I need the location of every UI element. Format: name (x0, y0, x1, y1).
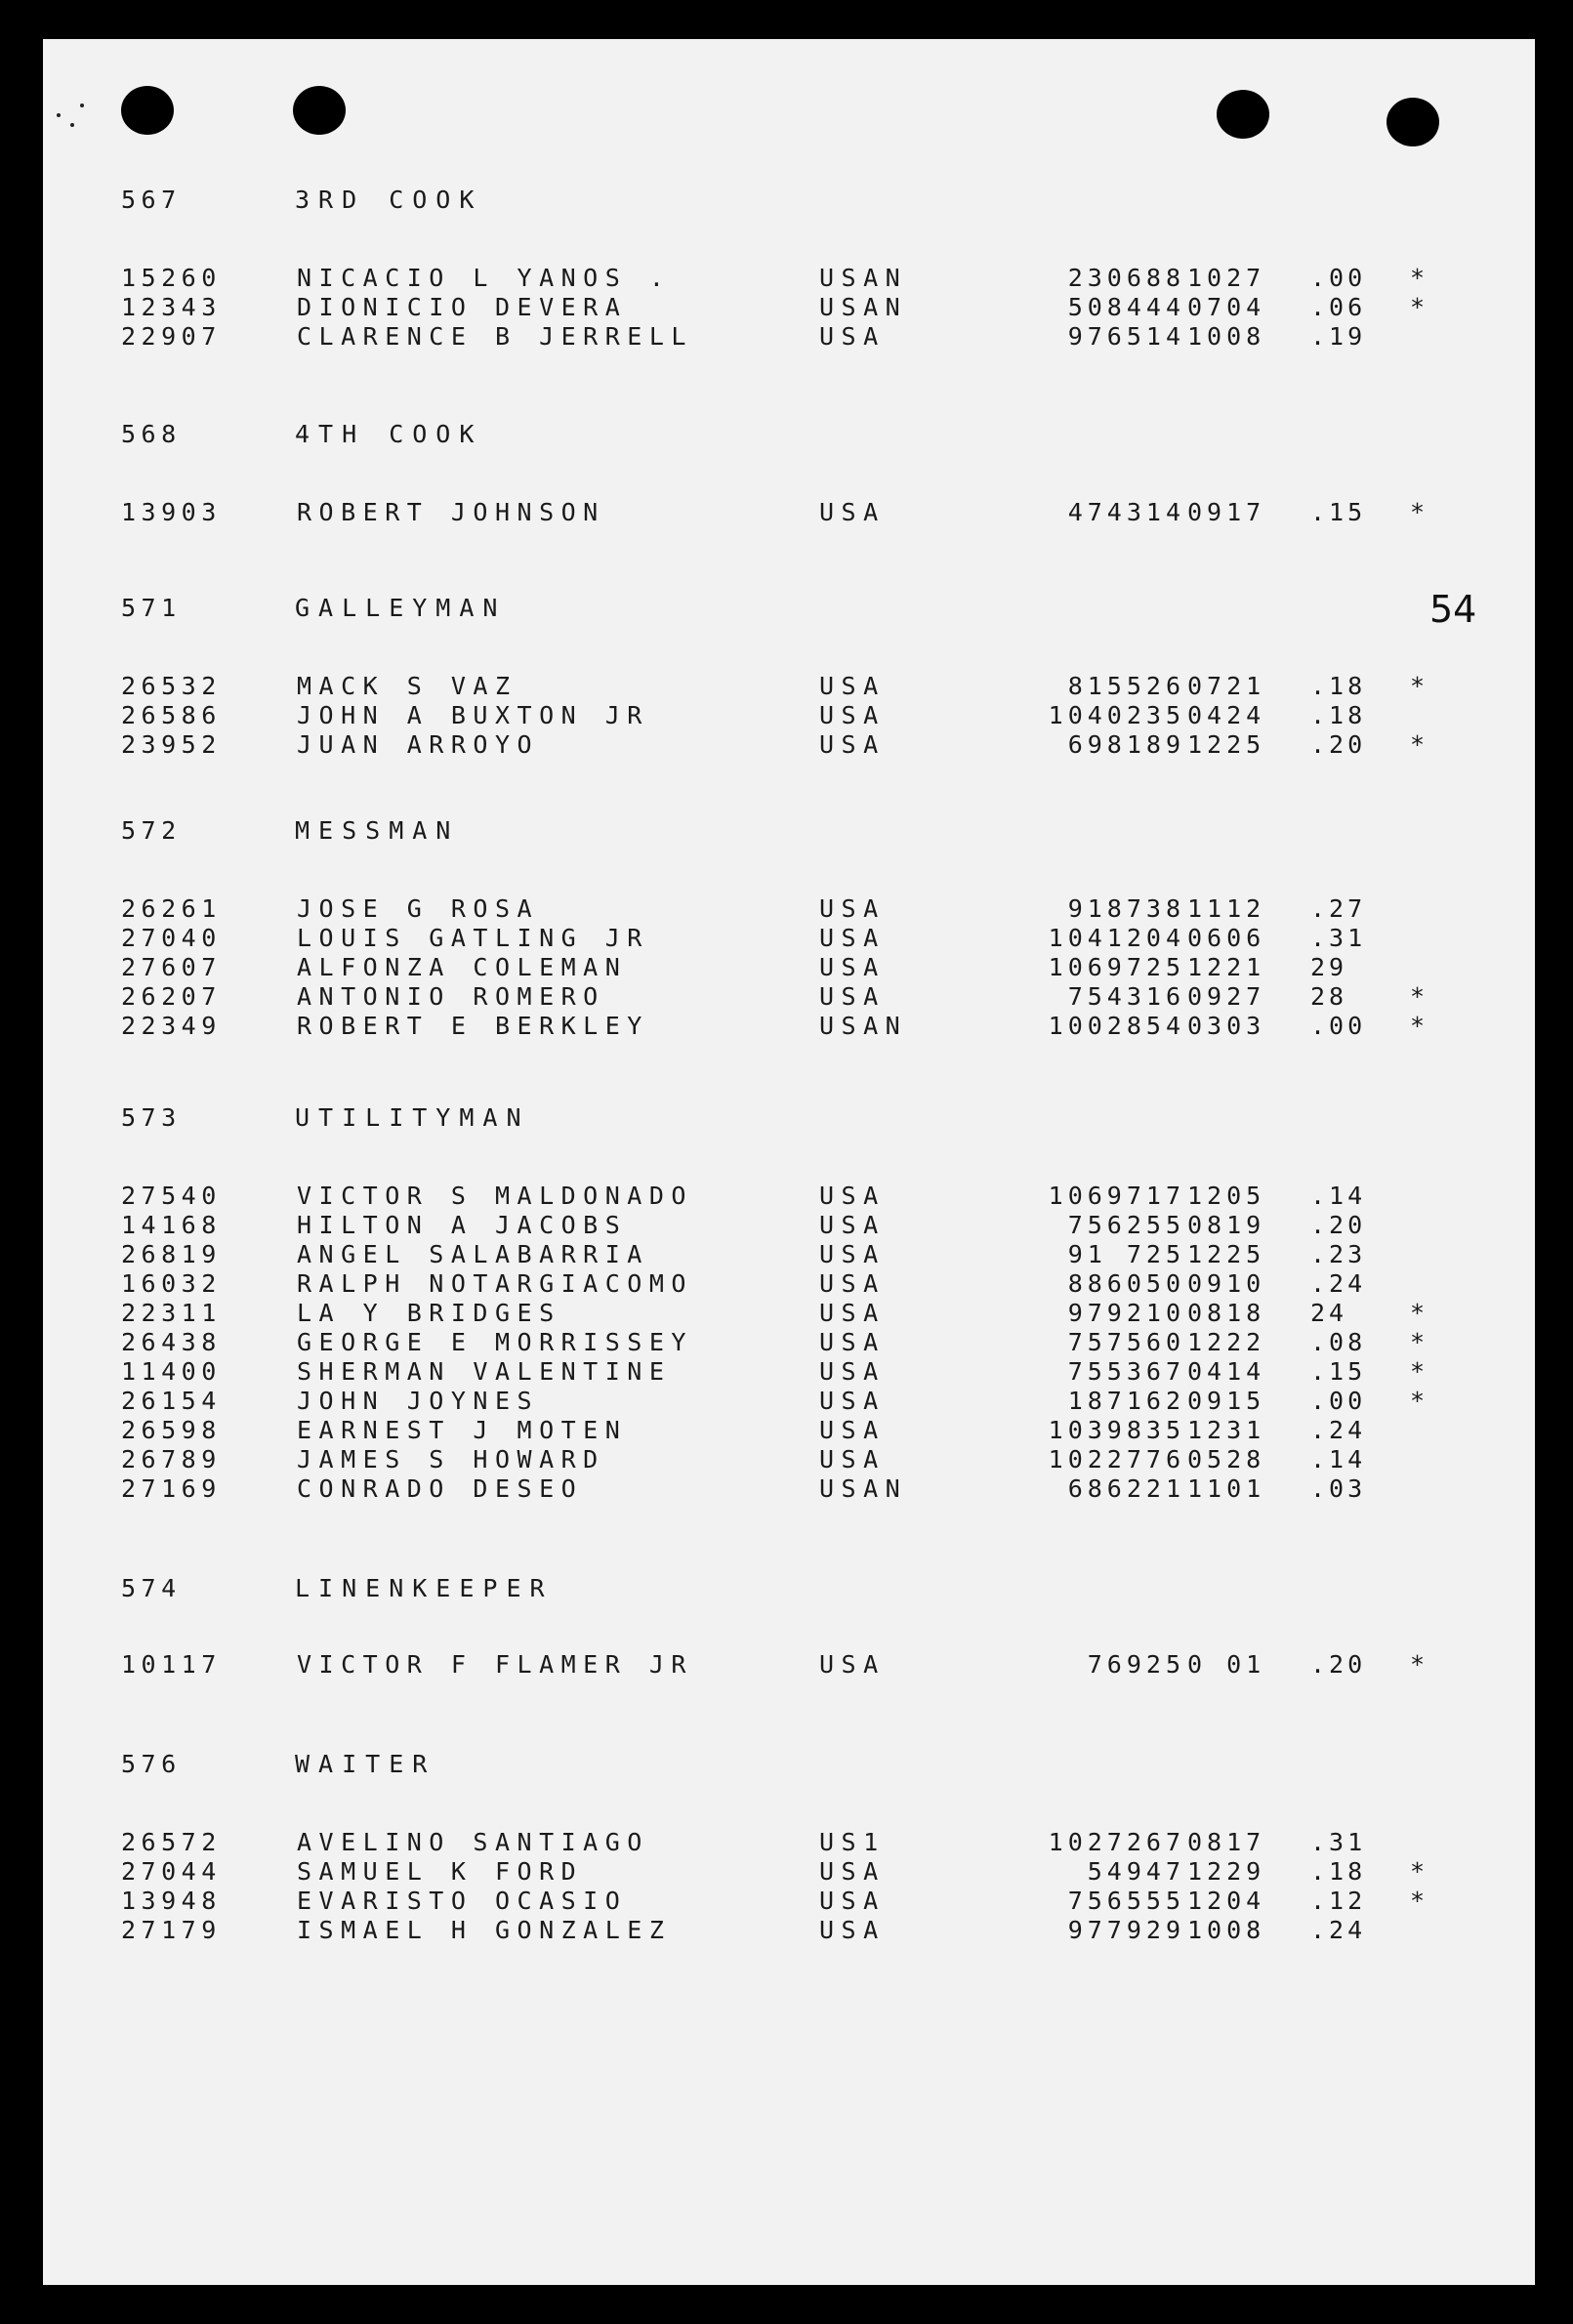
asterisk-mark: * (1410, 730, 1426, 759)
date-code: 1027 (1187, 264, 1266, 292)
roster-row (43, 924, 1535, 953)
speck (80, 104, 84, 107)
citizenship-code: USA (819, 982, 886, 1011)
roster-row (43, 1416, 1535, 1445)
record-number: 815526 (1067, 672, 1185, 700)
roster-row (43, 293, 1535, 322)
date-code: 1225 (1187, 730, 1266, 759)
employee-id: 16032 (121, 1269, 222, 1298)
employee-name: VICTOR F FLAMER JR (297, 1650, 693, 1679)
record-number: 1069717 (1048, 1182, 1185, 1210)
record-number: 230688 (1067, 264, 1185, 292)
roster-row (43, 982, 1535, 1012)
roster-row (43, 1211, 1535, 1240)
asterisk-mark: * (1410, 498, 1426, 526)
record-number: 1002854 (1048, 1012, 1185, 1040)
section-title: WAITER (295, 1750, 436, 1778)
date-code: 1221 (1187, 953, 1266, 981)
section-code: 573 (121, 1103, 182, 1132)
date-code: 0 01 (1187, 1650, 1266, 1679)
asterisk-mark: * (1410, 1357, 1426, 1386)
rate-value: .12 (1310, 1887, 1367, 1915)
section-header (43, 186, 1535, 215)
section-title: GALLEYMAN (295, 594, 507, 622)
rate-value: .15 (1310, 1357, 1367, 1386)
rate-value: .24 (1310, 1416, 1367, 1444)
roster-row (43, 1328, 1535, 1357)
rate-value: .24 (1310, 1269, 1367, 1298)
rate-value: .06 (1310, 293, 1367, 321)
asterisk-mark: * (1410, 1299, 1426, 1327)
record-number: 1022776 (1048, 1445, 1185, 1473)
date-code: 0819 (1187, 1211, 1266, 1239)
employee-name: ANGEL SALABARRIA (297, 1240, 649, 1268)
rate-value: .14 (1310, 1182, 1367, 1210)
employee-name: VICTOR S MALDONADO (297, 1182, 693, 1210)
employee-id: 22349 (121, 1012, 222, 1040)
citizenship-code: USA (819, 953, 886, 981)
date-code: 0818 (1187, 1299, 1266, 1327)
employee-id: 27044 (121, 1857, 222, 1886)
record-number: 1040235 (1048, 701, 1185, 729)
date-code: 0303 (1187, 1012, 1266, 1040)
employee-name: MACK S VAZ (297, 672, 517, 700)
section-code: 574 (121, 1574, 182, 1602)
employee-name: ROBERT JOHNSON (297, 498, 605, 526)
citizenship-code: USA (819, 1857, 886, 1886)
punch-hole (293, 86, 346, 135)
citizenship-code: USA (819, 1240, 886, 1268)
citizenship-code: USA (819, 1328, 886, 1356)
record-number: 886050 (1067, 1269, 1185, 1298)
citizenship-code: USA (819, 1357, 886, 1386)
roster-row (43, 730, 1535, 760)
employee-name: AVELINO SANTIAGO (297, 1828, 649, 1856)
employee-id: 22907 (121, 322, 222, 351)
employee-name: JOSE G ROSA (297, 894, 540, 923)
roster-row (43, 1650, 1535, 1680)
roster-row (43, 1269, 1535, 1299)
roster-row (43, 894, 1535, 924)
roster-row (43, 1857, 1535, 1887)
roster-row (43, 498, 1535, 527)
date-code: 1231 (1187, 1416, 1266, 1444)
employee-id: 26261 (121, 894, 222, 923)
roster-row (43, 1240, 1535, 1269)
record-number: 755367 (1067, 1357, 1185, 1386)
date-code: 1222 (1187, 1328, 1266, 1356)
roster-row (43, 953, 1535, 982)
employee-name: RALPH NOTARGIACOMO (297, 1269, 693, 1298)
employee-name: EVARISTO OCASIO (297, 1887, 628, 1915)
roster-row (43, 1828, 1535, 1857)
citizenship-code: USA (819, 1445, 886, 1473)
citizenship-code: USA (819, 1387, 886, 1415)
roster-row (43, 1445, 1535, 1474)
record-number: 508444 (1067, 293, 1185, 321)
speck (57, 113, 61, 117)
rate-value: .27 (1310, 894, 1367, 923)
record-number: 1069725 (1048, 953, 1185, 981)
section-code: 567 (121, 186, 182, 214)
employee-name: EARNEST J MOTEN (297, 1416, 628, 1444)
citizenship-code: USA (819, 701, 886, 729)
employee-id: 14168 (121, 1211, 222, 1239)
employee-id: 10117 (121, 1650, 222, 1679)
record-number: 54947 (1087, 1857, 1185, 1886)
rate-value: 24 (1310, 1299, 1348, 1327)
citizenship-code: USA (819, 1650, 886, 1679)
asterisk-mark: * (1410, 1887, 1426, 1915)
record-number: 756555 (1067, 1887, 1185, 1915)
citizenship-code: USA (819, 1416, 886, 1444)
citizenship-code: USA (819, 924, 886, 952)
roster-row (43, 1916, 1535, 1945)
rate-value: .18 (1310, 672, 1367, 700)
date-code: 1112 (1187, 894, 1266, 923)
citizenship-code: USA (819, 1887, 886, 1915)
rate-value: .19 (1310, 322, 1367, 351)
asterisk-mark: * (1410, 264, 1426, 292)
record-number: 474314 (1067, 498, 1185, 526)
rate-value: .31 (1310, 924, 1367, 952)
section-code: 576 (121, 1750, 182, 1778)
section-title: MESSMAN (295, 816, 460, 845)
date-code: 0721 (1187, 672, 1266, 700)
citizenship-code: USAN (819, 1474, 908, 1503)
speck (70, 123, 74, 127)
section-title: 4TH COOK (295, 420, 483, 448)
asterisk-mark: * (1410, 1012, 1426, 1040)
record-number: 977929 (1067, 1916, 1185, 1944)
citizenship-code: USAN (819, 1012, 908, 1040)
roster-row (43, 322, 1535, 352)
rate-value: .18 (1310, 1857, 1367, 1886)
employee-name: ROBERT E BERKLEY (297, 1012, 649, 1040)
record-number: 187162 (1067, 1387, 1185, 1415)
record-number: 979210 (1067, 1299, 1185, 1327)
employee-name: SHERMAN VALENTINE (297, 1357, 672, 1386)
employee-name: HILTON A JACOBS (297, 1211, 628, 1239)
employee-id: 11400 (121, 1357, 222, 1386)
rate-value: .00 (1310, 264, 1367, 292)
employee-id: 26586 (121, 701, 222, 729)
date-code: 1008 (1187, 1916, 1266, 1944)
asterisk-mark: * (1410, 1387, 1426, 1415)
asterisk-mark: * (1410, 982, 1426, 1011)
rate-value: .20 (1310, 1650, 1367, 1679)
employee-id: 13948 (121, 1887, 222, 1915)
roster-row (43, 1474, 1535, 1504)
record-number: 756255 (1067, 1211, 1185, 1239)
record-number: 757560 (1067, 1328, 1185, 1356)
date-code: 0414 (1187, 1357, 1266, 1386)
employee-name: ANTONIO ROMERO (297, 982, 605, 1011)
record-number: 754316 (1067, 982, 1185, 1011)
employee-name: JOHN A BUXTON JR (297, 701, 649, 729)
document-page (43, 39, 1535, 2285)
citizenship-code: USA (819, 322, 886, 351)
employee-id: 26532 (121, 672, 222, 700)
rate-value: .18 (1310, 701, 1367, 729)
section-title: 3RD COOK (295, 186, 483, 214)
citizenship-code: USA (819, 498, 886, 526)
asterisk-mark: * (1410, 293, 1426, 321)
section-header (43, 420, 1535, 449)
employee-id: 26154 (121, 1387, 222, 1415)
section-header (43, 1103, 1535, 1133)
date-code: 1205 (1187, 1182, 1266, 1210)
date-code: 0704 (1187, 293, 1266, 321)
date-code: 0915 (1187, 1387, 1266, 1415)
rate-value: .20 (1310, 730, 1367, 759)
citizenship-code: USA (819, 1299, 886, 1327)
record-number: 91 725 (1067, 1240, 1185, 1268)
roster-row (43, 1387, 1535, 1416)
record-number: 1041204 (1048, 924, 1185, 952)
punch-hole (1217, 90, 1269, 139)
date-code: 1225 (1187, 1240, 1266, 1268)
employee-id: 15260 (121, 264, 222, 292)
employee-name: ISMAEL H GONZALEZ (297, 1916, 672, 1944)
asterisk-mark: * (1410, 672, 1426, 700)
roster-row (43, 672, 1535, 701)
employee-name: DIONICIO DEVERA (297, 293, 628, 321)
section-header (43, 594, 1535, 623)
date-code: 0927 (1187, 982, 1266, 1011)
punch-hole (1387, 98, 1439, 146)
citizenship-code: USA (819, 1916, 886, 1944)
record-number: 1039835 (1048, 1416, 1185, 1444)
citizenship-code: USA (819, 672, 886, 700)
citizenship-code: USA (819, 1269, 886, 1298)
asterisk-mark: * (1410, 1857, 1426, 1886)
record-number: 76925 (1087, 1650, 1185, 1679)
citizenship-code: USA (819, 730, 886, 759)
section-header (43, 1750, 1535, 1779)
employee-id: 27540 (121, 1182, 222, 1210)
record-number: 698189 (1067, 730, 1185, 759)
date-code: 0910 (1187, 1269, 1266, 1298)
employee-name: JOHN JOYNES (297, 1387, 540, 1415)
record-number: 686221 (1067, 1474, 1185, 1503)
employee-name: CONRADO DESEO (297, 1474, 584, 1503)
asterisk-mark: * (1410, 1650, 1426, 1679)
employee-id: 26789 (121, 1445, 222, 1473)
employee-id: 26598 (121, 1416, 222, 1444)
date-code: 0917 (1187, 498, 1266, 526)
rate-value: .15 (1310, 498, 1367, 526)
citizenship-code: USA (819, 894, 886, 923)
date-code: 0606 (1187, 924, 1266, 952)
citizenship-code: USA (819, 1182, 886, 1210)
employee-id: 22311 (121, 1299, 222, 1327)
record-number: 918738 (1067, 894, 1185, 923)
rate-value: .08 (1310, 1328, 1367, 1356)
roster-row (43, 264, 1535, 293)
section-title: UTILITYMAN (295, 1103, 530, 1132)
employee-id: 26819 (121, 1240, 222, 1268)
employee-id: 27040 (121, 924, 222, 952)
rate-value: .23 (1310, 1240, 1367, 1268)
employee-name: JUAN ARROYO (297, 730, 540, 759)
punch-hole (121, 86, 174, 135)
section-header (43, 1574, 1535, 1603)
section-title: LINENKEEPER (295, 1574, 554, 1602)
employee-id: 23952 (121, 730, 222, 759)
rate-value: .03 (1310, 1474, 1367, 1503)
rate-value: .14 (1310, 1445, 1367, 1473)
section-code: 568 (121, 420, 182, 448)
roster-row (43, 1012, 1535, 1041)
section-header (43, 816, 1535, 846)
roster-row (43, 1357, 1535, 1387)
employee-id: 26572 (121, 1828, 222, 1856)
roster-row (43, 1182, 1535, 1211)
citizenship-code: USAN (819, 293, 908, 321)
date-code: 0528 (1187, 1445, 1266, 1473)
employee-id: 27607 (121, 953, 222, 981)
asterisk-mark: * (1410, 1328, 1426, 1356)
date-code: 0424 (1187, 701, 1266, 729)
date-code: 1229 (1187, 1857, 1266, 1886)
employee-id: 27169 (121, 1474, 222, 1503)
page-number: 54 (1429, 588, 1477, 631)
citizenship-code: US1 (819, 1828, 886, 1856)
rate-value: .00 (1310, 1012, 1367, 1040)
rate-value: .00 (1310, 1387, 1367, 1415)
employee-name: CLARENCE B JERRELL (297, 322, 693, 351)
employee-id: 26207 (121, 982, 222, 1011)
rate-value: .20 (1310, 1211, 1367, 1239)
date-code: 0817 (1187, 1828, 1266, 1856)
rate-value: .24 (1310, 1916, 1367, 1944)
roster-row (43, 701, 1535, 730)
citizenship-code: USA (819, 1211, 886, 1239)
date-code: 1204 (1187, 1887, 1266, 1915)
rate-value: .31 (1310, 1828, 1367, 1856)
employee-name: NICACIO L YANOS . (297, 264, 672, 292)
section-code: 572 (121, 816, 182, 845)
roster-row (43, 1299, 1535, 1328)
date-code: 1101 (1187, 1474, 1266, 1503)
record-number: 1027267 (1048, 1828, 1185, 1856)
employee-name: GEORGE E MORRISSEY (297, 1328, 693, 1356)
employee-name: LOUIS GATLING JR (297, 924, 649, 952)
employee-name: SAMUEL K FORD (297, 1857, 584, 1886)
employee-id: 13903 (121, 498, 222, 526)
date-code: 1008 (1187, 322, 1266, 351)
roster-row (43, 1887, 1535, 1916)
employee-id: 12343 (121, 293, 222, 321)
employee-id: 27179 (121, 1916, 222, 1944)
record-number: 976514 (1067, 322, 1185, 351)
employee-name: ALFONZA COLEMAN (297, 953, 628, 981)
employee-id: 26438 (121, 1328, 222, 1356)
section-code: 571 (121, 594, 182, 622)
employee-name: JAMES S HOWARD (297, 1445, 605, 1473)
citizenship-code: USAN (819, 264, 908, 292)
rate-value: 29 (1310, 953, 1348, 981)
employee-name: LA Y BRIDGES (297, 1299, 561, 1327)
rate-value: 28 (1310, 982, 1348, 1011)
